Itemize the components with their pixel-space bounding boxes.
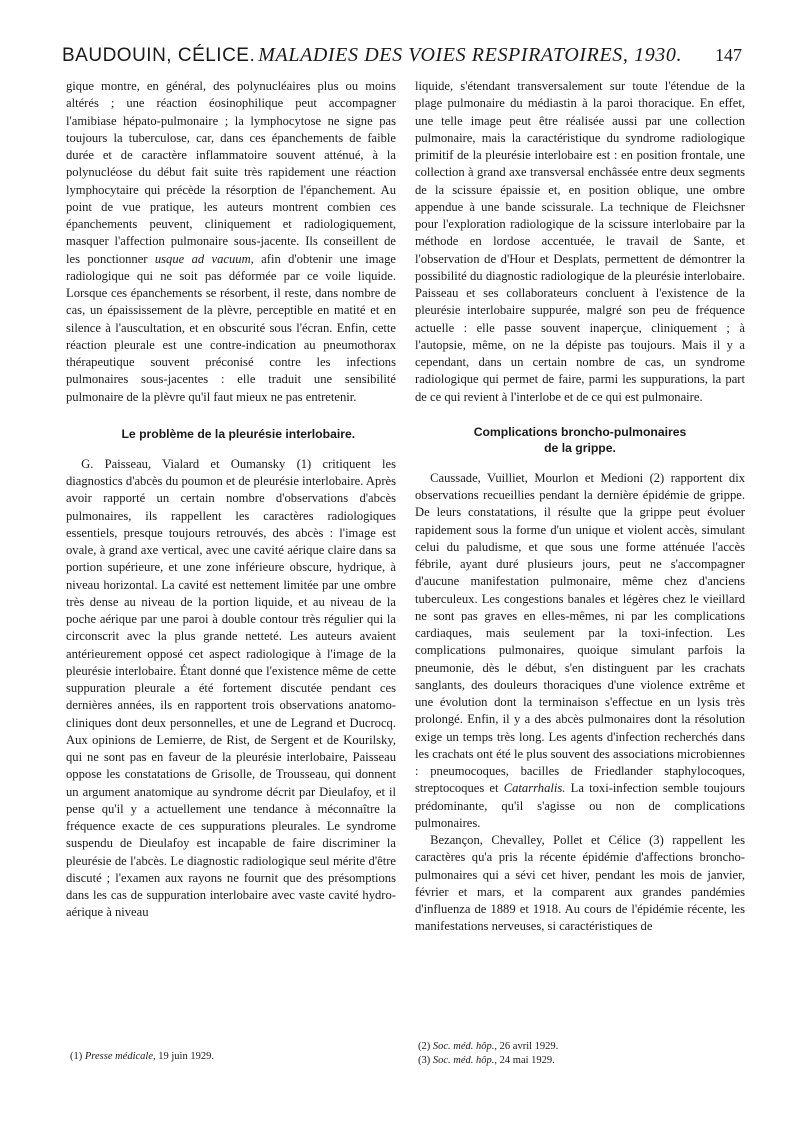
right-paragraph-2-text: Caussade, Vuilliet, Mourlon et Medioni (2) rapportent dix observations recueillies pendant la dernière épidémie de grippe. De leurs constatations, il résulte que la grippe peut évoluer rapidement sous la forme d'un unique et violent accès, simulant celui du paludisme, et que sous une forme atténuée l'accès fébrile, ayant duré plusieurs jours, peut ne s'accompagner d'aucune manifestation pulmonaire, même chez d'anciens tuberculeux. Les congestions banales et légères chez le vieillard ne sont pas graves en elles-mêmes, ni par les complications cardiaques, mais seulement par la toxi-infection. Les complications pulmonaires, quoique simulant parfois la pneumonie, dès le début, s'en distinguent par les crachats sanglants, des douleurs thoraciques d'une violence extrême et une évolution dont la terminaison s'effectue en un lysis très prolongé. Enfin, il y a des abcès pulmonaires dont la résolution exige un temps très long. Les agents d'infection recherchés dans les crachats ont été le plus souvent des associations microbiennes : pneumocoques, bacilles de Friedlander staphylocoques, streptocoques et [415,470,745,796]
left-intro-continuation: afin d'obtenir une image radiologique qui ne soit pas déformée par ce voile liquide. Lorsque ces épanchements se résorbent, il reste, dans nombre de cas, un épaississement de la plèvre, perceptible en matité et en silence à l'auscultation, et en obscurité sous l'écran. Enfin, cette réaction pleurale est une contre-indication au pneumothorax thérapeutique souvent préconisé contre les infections pulmonaires sous-jacentes : elle traduit une sensibilité pulmonaire de la plèvre qu'il faut mieux ne pas entretenir. [66,251,396,404]
right-column [415,78,745,936]
footnotes-right [418,1040,748,1067]
footnote-1 [70,1050,400,1064]
header-title: MALADIES DES VOIES RESPIRATOIRES, 1930. [258,44,683,66]
footnote-2-number: (2) [418,1041,431,1052]
footnote-3-number: (3) [418,1054,431,1066]
section-heading-interlobaire: Le problème de la pleurésie interlobaire. [121,426,356,441]
footnote-2 [418,1040,748,1054]
right-paragraph-2-end: La toxi-infection semble toujours prédominante, qu'il s'agisse ou non de complications pulmonaires. [415,781,746,830]
footnote-3 [418,1054,748,1068]
footnote-3-date: 24 mai 1929. [499,1054,555,1066]
right-intro-paragraph: liquide, s'étendant transversalement sur toute l'étendue de la plage pulmonaire du médiastin à la paroi thoracique. En effet, une telle image peut être réalisée aussi par une collection pulmonaire, mais la caractéristique du syndrome radiologique primitif de la pleurésie interlobaire est : en position frontale, une collection à grand axe transversal enchâssée entre deux segments de la scissure épaissie et, en position oblique, une ombre appendue à une bande scissurale. La technique de Fleichsner pour l'exploration radiologique de la scissure interlobaire par la méthode en lordose accentuée, le travail de Sante, et l'observation de d'Hour et Desplats, permettent de démontrer la possibilité du diagnostic radiologique de la pleurésie interlobaire. Paisseau et ses collaborateurs concluent à l'existence de la pleurésie interlobaire suppurée, malgré son peu de fréquence actuelle : elle passe souvent inaperçue, cliniquement ; à l'autopsie, même, on ne la dépiste pas toujours. Mais il y a cependant, dans un certain nombre de cas, un syndrome radiologique qui permet de faire, parmi les suppurations, la part de ce qui revient à l'interlobe et de ce qui est pulmonaire. [415,79,745,404]
running-header [62,44,742,67]
section-heading-grippe-line1: Complications broncho-pulmonaires [473,424,687,439]
left-section-paragraph: G. Paisseau, Vialard et Oumansky (1) critiquent les diagnostics d'abcès du poumon et de pleurésie interlobaire. Après avoir rapporté un certain nombre d'observations d'abcès pulmonaires, ils rappellent les caractères radiologiques essentiels, presque toujours retrouvés, des abcès : l'image est ovale, à grand axe vertical, avec une cavité aérique claire dans sa portion supérieure, et une zone inférieure obscure, hydrique, à niveau horizontal. La cavité est nettement limitée par une ombre très dense au niveau de la portion liquide, et au niveau de la poche aérique par une paroi à double contour très régulier qui la circonscrit avec la plus grande netteté. Les auteurs avaient antérieurement opposé cet aspect radiologique à l'image de la pleurésie interlobaire. Étant donné que l'existence même de cette suppuration pleurale a été fortement discutée pendant ces dernières années, ils en rapportent trois observations anatomo-cliniques dont deux personnelles, et une de Legrand et Ducrocq. Aux opinions de Lemierre, de Rist, de Sergent et de Kourilsky, qui ne sont pas en faveur de la pleurésie interlobaire, Paisseau oppose les constatations de Grisolle, de Trousseau, qui donnent un argument anatomique au syndrome décrit par Dieulafoy, et il pense qu'il y a actuellement une tendance à méconnaître la fréquence exacte de ces suppurations pleurales. Le syndrome suspendu de Dieulafoy est incapable de faire discriminer la pleurésie de l'abcès. Le diagnostic radiologique seul mérite d'être discuté ; l'examen aux rayons ne fournit que des présomptions dans les cas de suppuration interlobaire avec vaste cavité hydro-aérique à niveau [66,456,396,920]
latin-phrase: usque ad vacuum, [154,251,254,266]
left-column [66,78,396,922]
footnote-2-source: Soc. méd. hôp., [432,1041,498,1052]
page-number: 147 [715,45,742,65]
footnote-3-source: Soc. méd. hôp., [432,1054,498,1066]
punction-word: ponctionner [87,251,148,266]
catarrhalis-term: Catarrhalis. [503,781,566,796]
footnote-1-source: Presse médicale, [84,1051,156,1062]
section-heading-grippe [415,424,745,456]
footnote-1-date: 19 juin 1929. [158,1051,214,1062]
right-paragraph-3: Bezançon, Chevalley, Pollet et Célice (3) rappellent les caractères qu'a pris la récente épidémie d'affections broncho-pulmonaires qui a sévi cet hiver, pendant les mois de janvier, février et mars, et la comparent aux grandes pandémies d'influenza de 1889 et 1918. Au cours de l'épidémie récente, les manifestations nerveuses, si caractéristiques de [415,833,745,934]
header-authors: BAUDOUIN, CÉLICE. [62,45,256,66]
left-intro-paragraph [66,78,396,406]
left-intro-text: gique montre, en général, des polynucléaires plus ou moins altérés ; une réaction éosinophilique peut accompagner l'amibiase hépato-pulmonaire ; la lymphocytose ne signe pas toujours la tuberculose, car, dans ces épanchements de faible durée et de caractère inflammatoire souvent atténué, à la polynucléose du début fait suite très rapidement une réaction lymphocytaire qui précède la résorption de l'épanchement. Au point de vue pratique, les auteurs montrent combien ces épanchements peuvent, cliniquement et radiologiquement, masquer l'affection pulmonaire sous-jacente. Ils conseillent de les [66,79,396,266]
footnote-2-date: 26 avril 1929. [499,1041,559,1052]
footnote-1-number: (1) [70,1051,83,1062]
section-heading-grippe-line2: de la grippe. [544,440,616,455]
right-paragraph-2 [415,470,745,832]
